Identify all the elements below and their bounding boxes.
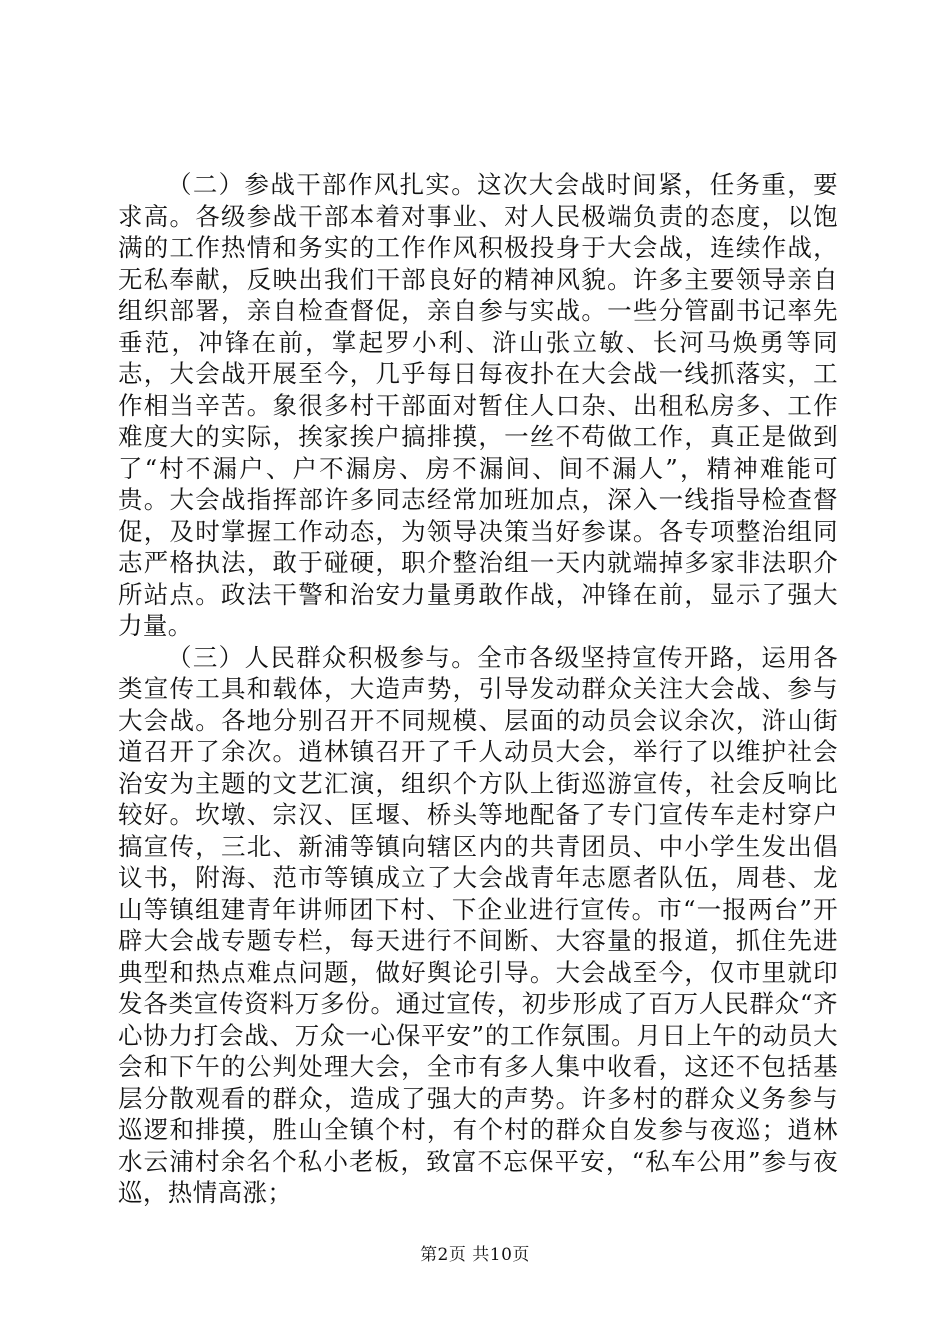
document-body [118, 169, 838, 1209]
paragraph-section-two: （二）参战干部作风扎实。这次大会战时间紧，任务重，要求高。各级参战干部本着对事业、对人民极端负责的态度，以饱满的工作热情和务实的工作作风积极投身于大会战，连续作战，无私奉献，反映出我们干部良好的精神风貌。许多主要领导亲自组织部署，亲自检查督促，亲自参与实战。一些分管副书记率先垂范，冲锋在前，掌起罗小利、浒山张立敏、长河马焕勇等同志，大会战开展至今，几乎每日每夜扑在大会战一线抓落实，工作相当辛苦。象很多村干部面对暂住人口杂、出租私房多、工作难度大的实际，挨家挨户搞排摸，一丝不苟做工作，真正是做到了“村不漏户、户不漏房、房不漏间、间不漏人”，精神难能可贵。大会战指挥部许多同志经常加班加点，深入一线指导检查督促，及时掌握工作动态，为领导决策当好参谋。各专项整治组同志严格执法，敢于碰硬，职介整治组一天内就端掉多家非法职介所站点。政法干警和治安力量勇敢作战，冲锋在前，显示了强大力量。 [118, 170, 838, 640]
page-number-footer: 第2页 共10页 [420, 1245, 530, 1265]
paragraph-section-three: （三）人民群众积极参与。全市各级坚持宣传开路，运用各类宣传工具和载体，大造声势，引导发动群众关注大会战、参与大会战。各地分别召开不同规模、层面的动员会议余次，浒山街道召开了余次。逍林镇召开了千人动员大会，举行了以维护社会治安为主题的文艺汇演，组织个方队上街巡游宣传，社会反响比较好。坎墩、宗汉、匡堰、桥头等地配备了专门宣传车走村穿户搞宣传，三北、新浦等镇向辖区内的共青团员、中小学生发出倡议书，附海、范市等镇成立了大会战青年志愿者队伍，周巷、龙山等镇组建青年讲师团下村、下企业进行宣传。市“一报两台”开辟大会战专题专栏，每天进行不间断、大容量的报道，抓住先进典型和热点难点问题，做好舆论引导。大会战至今，仅市里就印发各类宣传资料万多份。通过宣传，初步形成了百万人民群众“齐心协力打会战、万众一心保平安”的工作氛围。月日上午的动员大会和下午的公判处理大会，全市有多人集中收看，这还不包括基层分散观看的群众，造成了强大的声势。许多村的群众义务参与巡逻和排摸，胜山全镇个村，有个村的群众自发参与夜巡；逍林水云浦村余名个私小老板，致富不忘保平安，“私车公用”参与夜巡，热情高涨； [118, 642, 838, 1207]
